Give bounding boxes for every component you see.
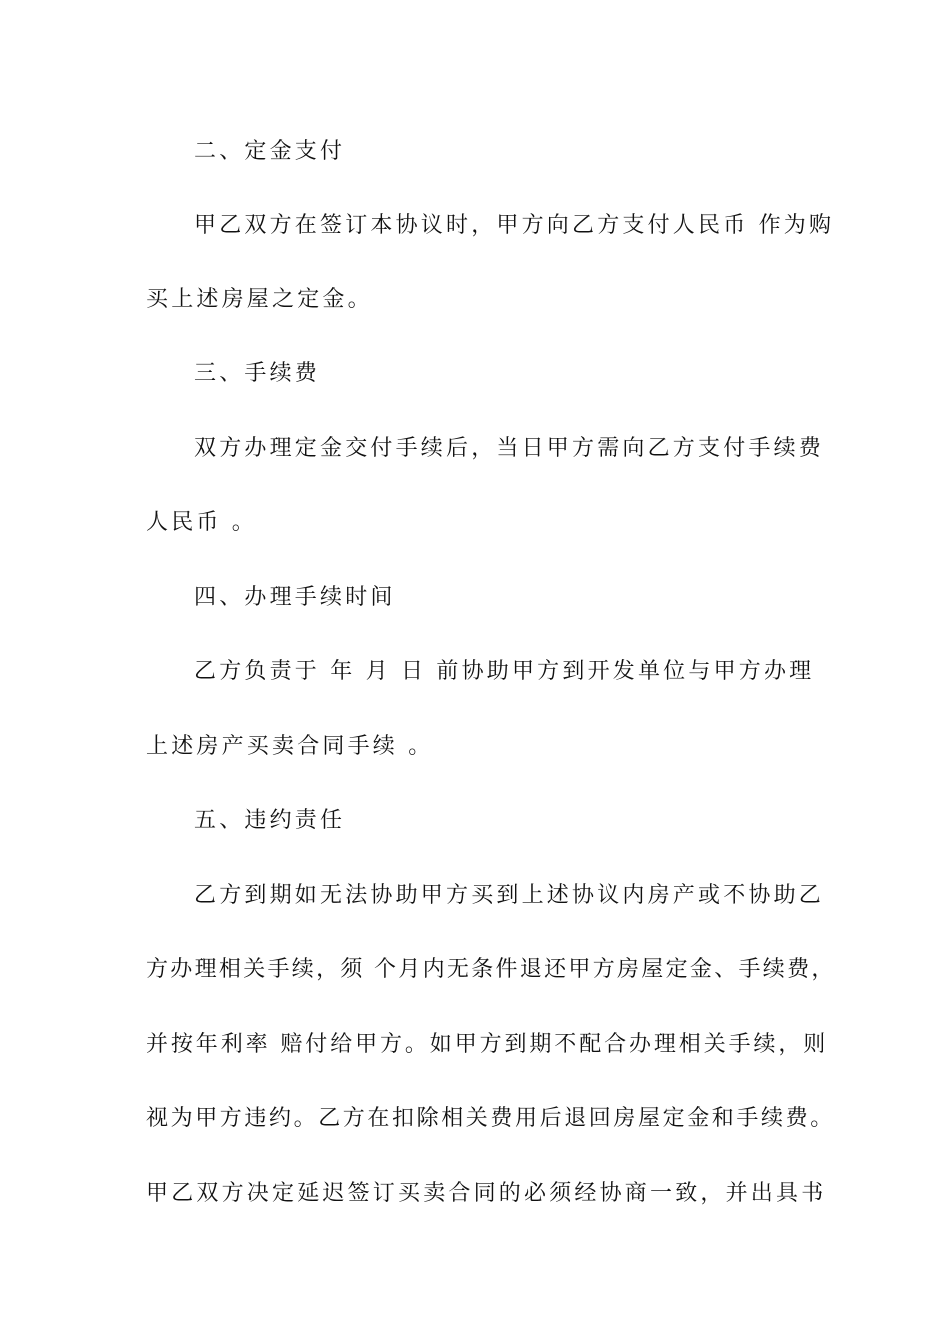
- paragraph-line: 双方办理定金交付手续后，当日甲方需向乙方支付手续费: [194, 436, 825, 461]
- paragraph-line: 并按年利率 赔付给甲方。如甲方到期不配合办理相关手续，则: [146, 1032, 829, 1057]
- paragraph-line: 甲乙双方决定延迟签订买卖合同的必须经协商一致，并出具书: [146, 1181, 827, 1206]
- paragraph-line: 上述房产买卖合同手续 。: [146, 734, 434, 759]
- paragraph-line: 甲乙双方在签订本协议时，甲方向乙方支付人民币 作为购: [194, 213, 835, 238]
- section-heading-deposit: 二、定金支付: [194, 139, 346, 164]
- section-heading-timing: 四、办理手续时间: [194, 585, 396, 610]
- paragraph-line: 乙方到期如无法协助甲方买到上述协议内房产或不协助乙: [194, 883, 825, 908]
- section-heading-liability: 五、违约责任: [194, 808, 346, 833]
- paragraph-line: 人民币 。: [146, 510, 257, 535]
- paragraph-line: 方办理相关手续，须 个月内无条件退还甲方房屋定金、手续费，: [146, 957, 836, 982]
- paragraph-line: 视为甲方违约。乙方在扣除相关费用后退回房屋定金和手续费。: [146, 1106, 835, 1131]
- section-heading-fee: 三、手续费: [194, 361, 321, 386]
- paragraph-line: 乙方负责于 年 月 日 前协助甲方到开发单位与甲方办理: [194, 659, 815, 684]
- paragraph-line: 买上述房屋之定金。: [146, 287, 373, 312]
